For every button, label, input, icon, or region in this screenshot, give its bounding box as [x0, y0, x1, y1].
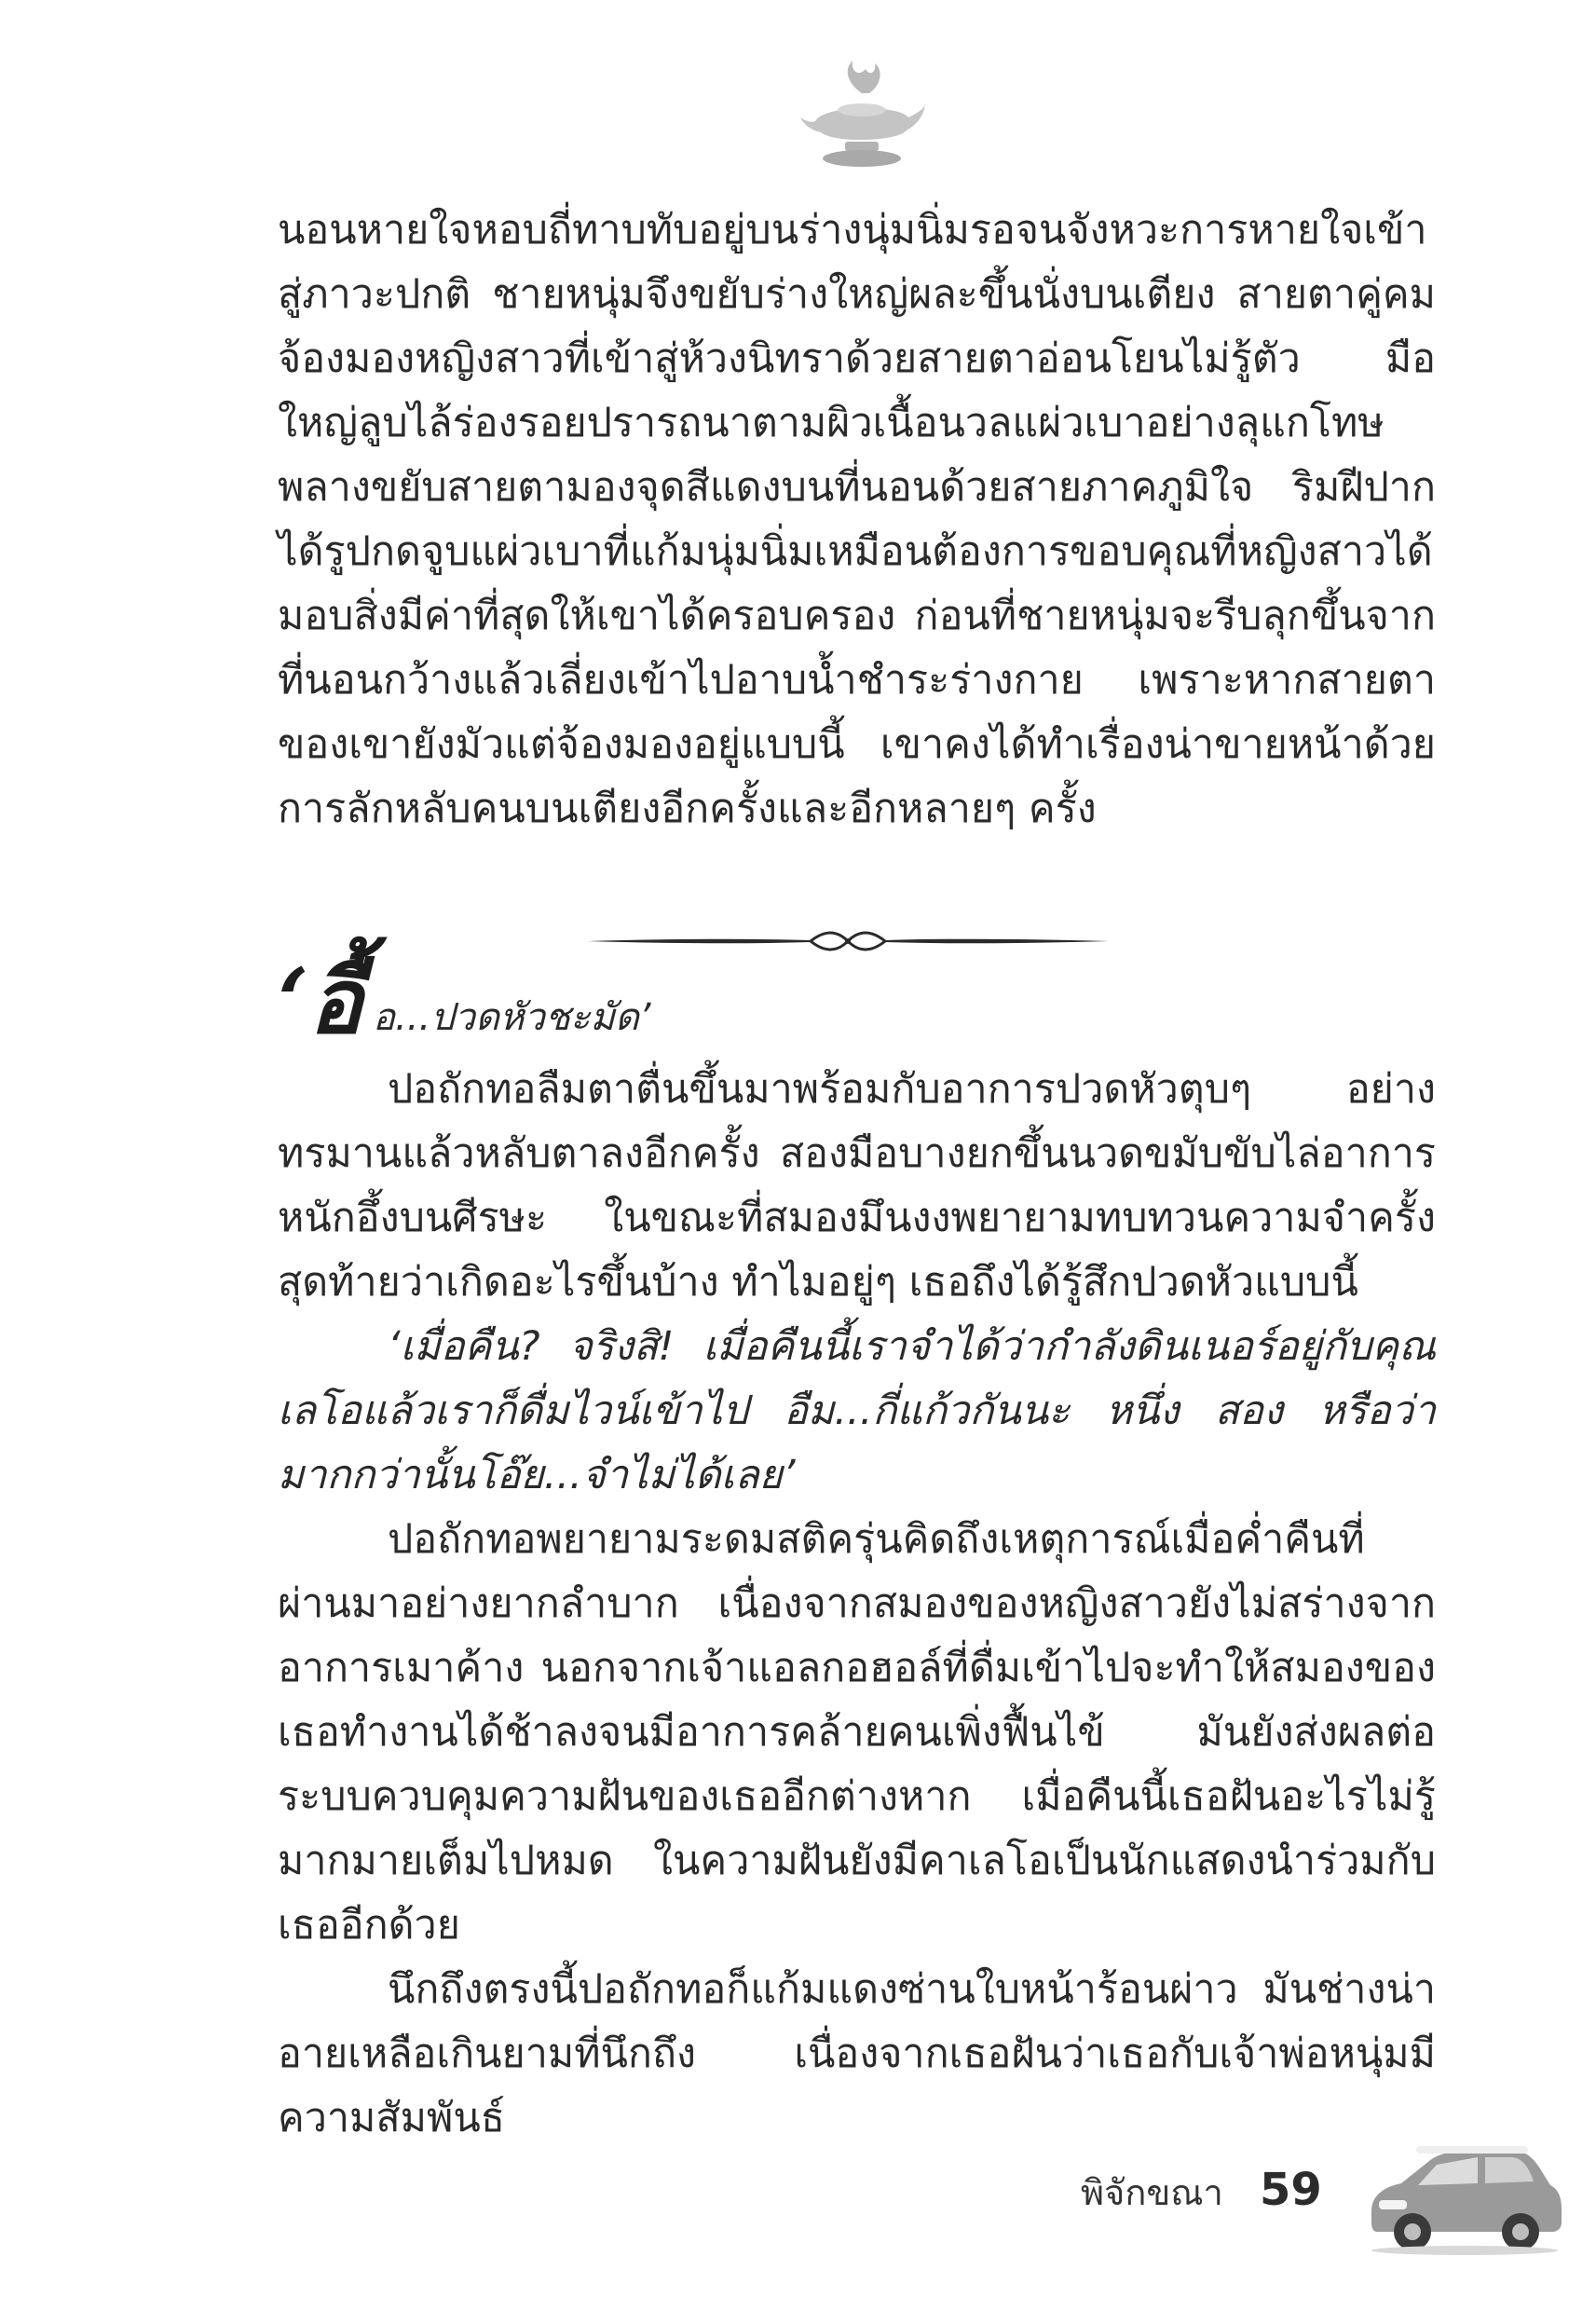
opening-line: อ...ปวดหัวชะมัด’: [373, 996, 651, 1039]
chapter-opening: [278, 950, 1116, 1053]
drop-cap: ‘อื้: [278, 949, 363, 1054]
page-footer: [1081, 2129, 1565, 2260]
author-name: พิจักขณา: [1081, 2172, 1223, 2213]
body-text-upper: [278, 198, 1436, 841]
page-number: 59: [1260, 2164, 1322, 2216]
paragraph-3-thought: ‘เมื่อคืน? จริงสิ! เมื่อคืนนี้เราจำได้ว่ากำลังดินเนอร์อยู่กับคุณเลโอแล้วเราก็ดื่มไวน์เข้าไป อืม...กี่แก้วกันนะ หนึ่ง สอง หรือว่ามากกว่านั้นโอ๊ย...จำไม่ได้เลย’: [278, 1323, 1436, 1498]
paragraph-1: นอนหายใจหอบถี่ทาบทับอยู่บนร่างนุ่มนิ่มรอจนจังหวะการหายใจเข้าสู่ภาวะปกติ ชายหนุ่มจึงขยับร่างใหญ่ผละขึ้นนั่งบนเตียง สายตาคู่คมจ้องมองหญิงสาวที่เข้าสู่ห้วงนิทราด้วยสายตาอ่อนโยนไม่รู้ตัว มือใหญ่ลูบไล้ร่องรอยปรารถนาตามผิวเนื้อนวลแผ่วเบาอย่างลุแกโทษ พลางขยับสายตามองจุดสีแดงบนที่นอนด้วยสายภาคภูมิใจ ริมฝีปากได้รูปกดจูบแผ่วเบาที่แก้มนุ่มนิ่มเหมือนต้องการขอบคุณที่หญิงสาวได้มอบสิ่งมีค่าที่สุดให้เขาได้ครอบครอง ก่อนที่ชายหนุ่มจะรีบลุกขึ้นจากที่นอนกว้างแล้วเลี่ยงเข้าไปอาบน้ำชำระร่างกาย เพราะหากสายตาของเขายังมัวแต่จ้องมองอยู่แบบนี้ เขาคงได้ทำเรื่องน่าขายหน้าด้วยการลักหลับคนบนเตียงอีกครั้งและอีกหลายๆ ครั้ง: [278, 207, 1436, 832]
paragraph-4: ปอถักทอพยายามระดมสติครุ่นคิดถึงเหตุการณ์เมื่อค่ำคืนที่ผ่านมาอย่างยากลำบาก เนื่องจากสมองของหญิงสาวยังไม่สร่างจากอาการเมาค้าง นอกจากเจ้าแอลกอฮอล์ที่ดื่มเข้าไปจะทำให้สมองของเธอทำงานได้ช้าลงจนมีอาการคล้ายคนเพิ่งฟื้นไข้ มันยังส่งผลต่อระบบควบคุมความฝันของเธออีกต่างหาก เมื่อคืนนี้เธอฝันอะไรไม่รู้มากมายเต็มไปหมด ในความฝันยังมีคาเลโอเป็นนักแสดงนำร่วมกับเธออีกด้วย: [278, 1516, 1436, 1949]
body-text-lower: [278, 1058, 1436, 2151]
genie-lamp-icon: [797, 56, 927, 177]
paragraph-2: ปอถักทอลืมตาตื่นขึ้นมาพร้อมกับอาการปวดหัวตุบๆ อย่างทรมานแล้วหลับตาลงอีกครั้ง สองมือบางยกขึ้นนวดขมับขับไล่อาการหนักอึ้งบนศีรษะ ในขณะที่สมองมึนงงพยายามทบทวนความจำครั้งสุดท้ายว่าเกิดอะไรขึ้นบ้าง ทำไมอยู่ๆ เธอถึงได้รู้สึกปวดหัวแบบนี้: [278, 1066, 1436, 1306]
paragraph-5: นึกถึงตรงนี้ปอถักทอก็แก้มแดงซ่านใบหน้าร้อนผ่าว มันช่างน่าอายเหลือเกินยามที่นึกถึง เนื่องจากเธอฝันว่าเธอกับเจ้าพ่อหนุ่มมีความสัมพันธ์: [278, 1966, 1436, 2141]
car-icon: [1360, 2129, 1565, 2255]
